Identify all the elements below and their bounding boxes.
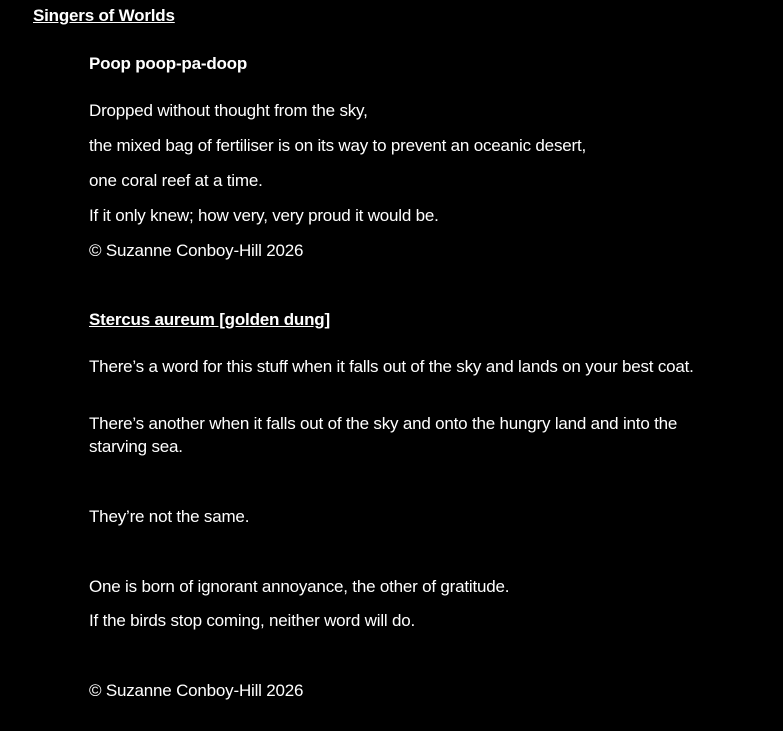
poem2-line-5: If the birds stop coming, neither word will do. xyxy=(89,611,416,630)
poem1-line-2: the mixed bag of fertiliser is on its way to prevent an oceanic desert, xyxy=(89,136,587,155)
poem1-copyright: © Suzanne Conboy-Hill 2026 xyxy=(89,241,304,260)
poem1-title: Poop poop-pa-doop xyxy=(89,54,248,73)
poem2-line-3: They’re not the same. xyxy=(89,507,250,526)
poem1-line-3: one coral reef at a time. xyxy=(89,171,263,190)
poem1-line-1: Dropped without thought from the sky, xyxy=(89,101,368,120)
poem1-line-4: If it only knew; how very, very proud it would be. xyxy=(89,206,439,225)
section-title-link[interactable]: Singers of Worlds xyxy=(33,6,175,25)
poem2-line-1: There’s a word for this stuff when it falls out of the sky and lands on your best coat. xyxy=(89,357,694,376)
poem2-line-2: There’s another when it falls out of the sky and onto the hungry land and into the starving sea. xyxy=(89,414,678,456)
poem2-copyright: © Suzanne Conboy-Hill 2026 xyxy=(89,681,304,700)
poem2-line-4: One is born of ignorant annoyance, the other of gratitude. xyxy=(89,577,510,596)
poem2-title-link[interactable]: Stercus aureum [golden dung] xyxy=(89,310,330,329)
